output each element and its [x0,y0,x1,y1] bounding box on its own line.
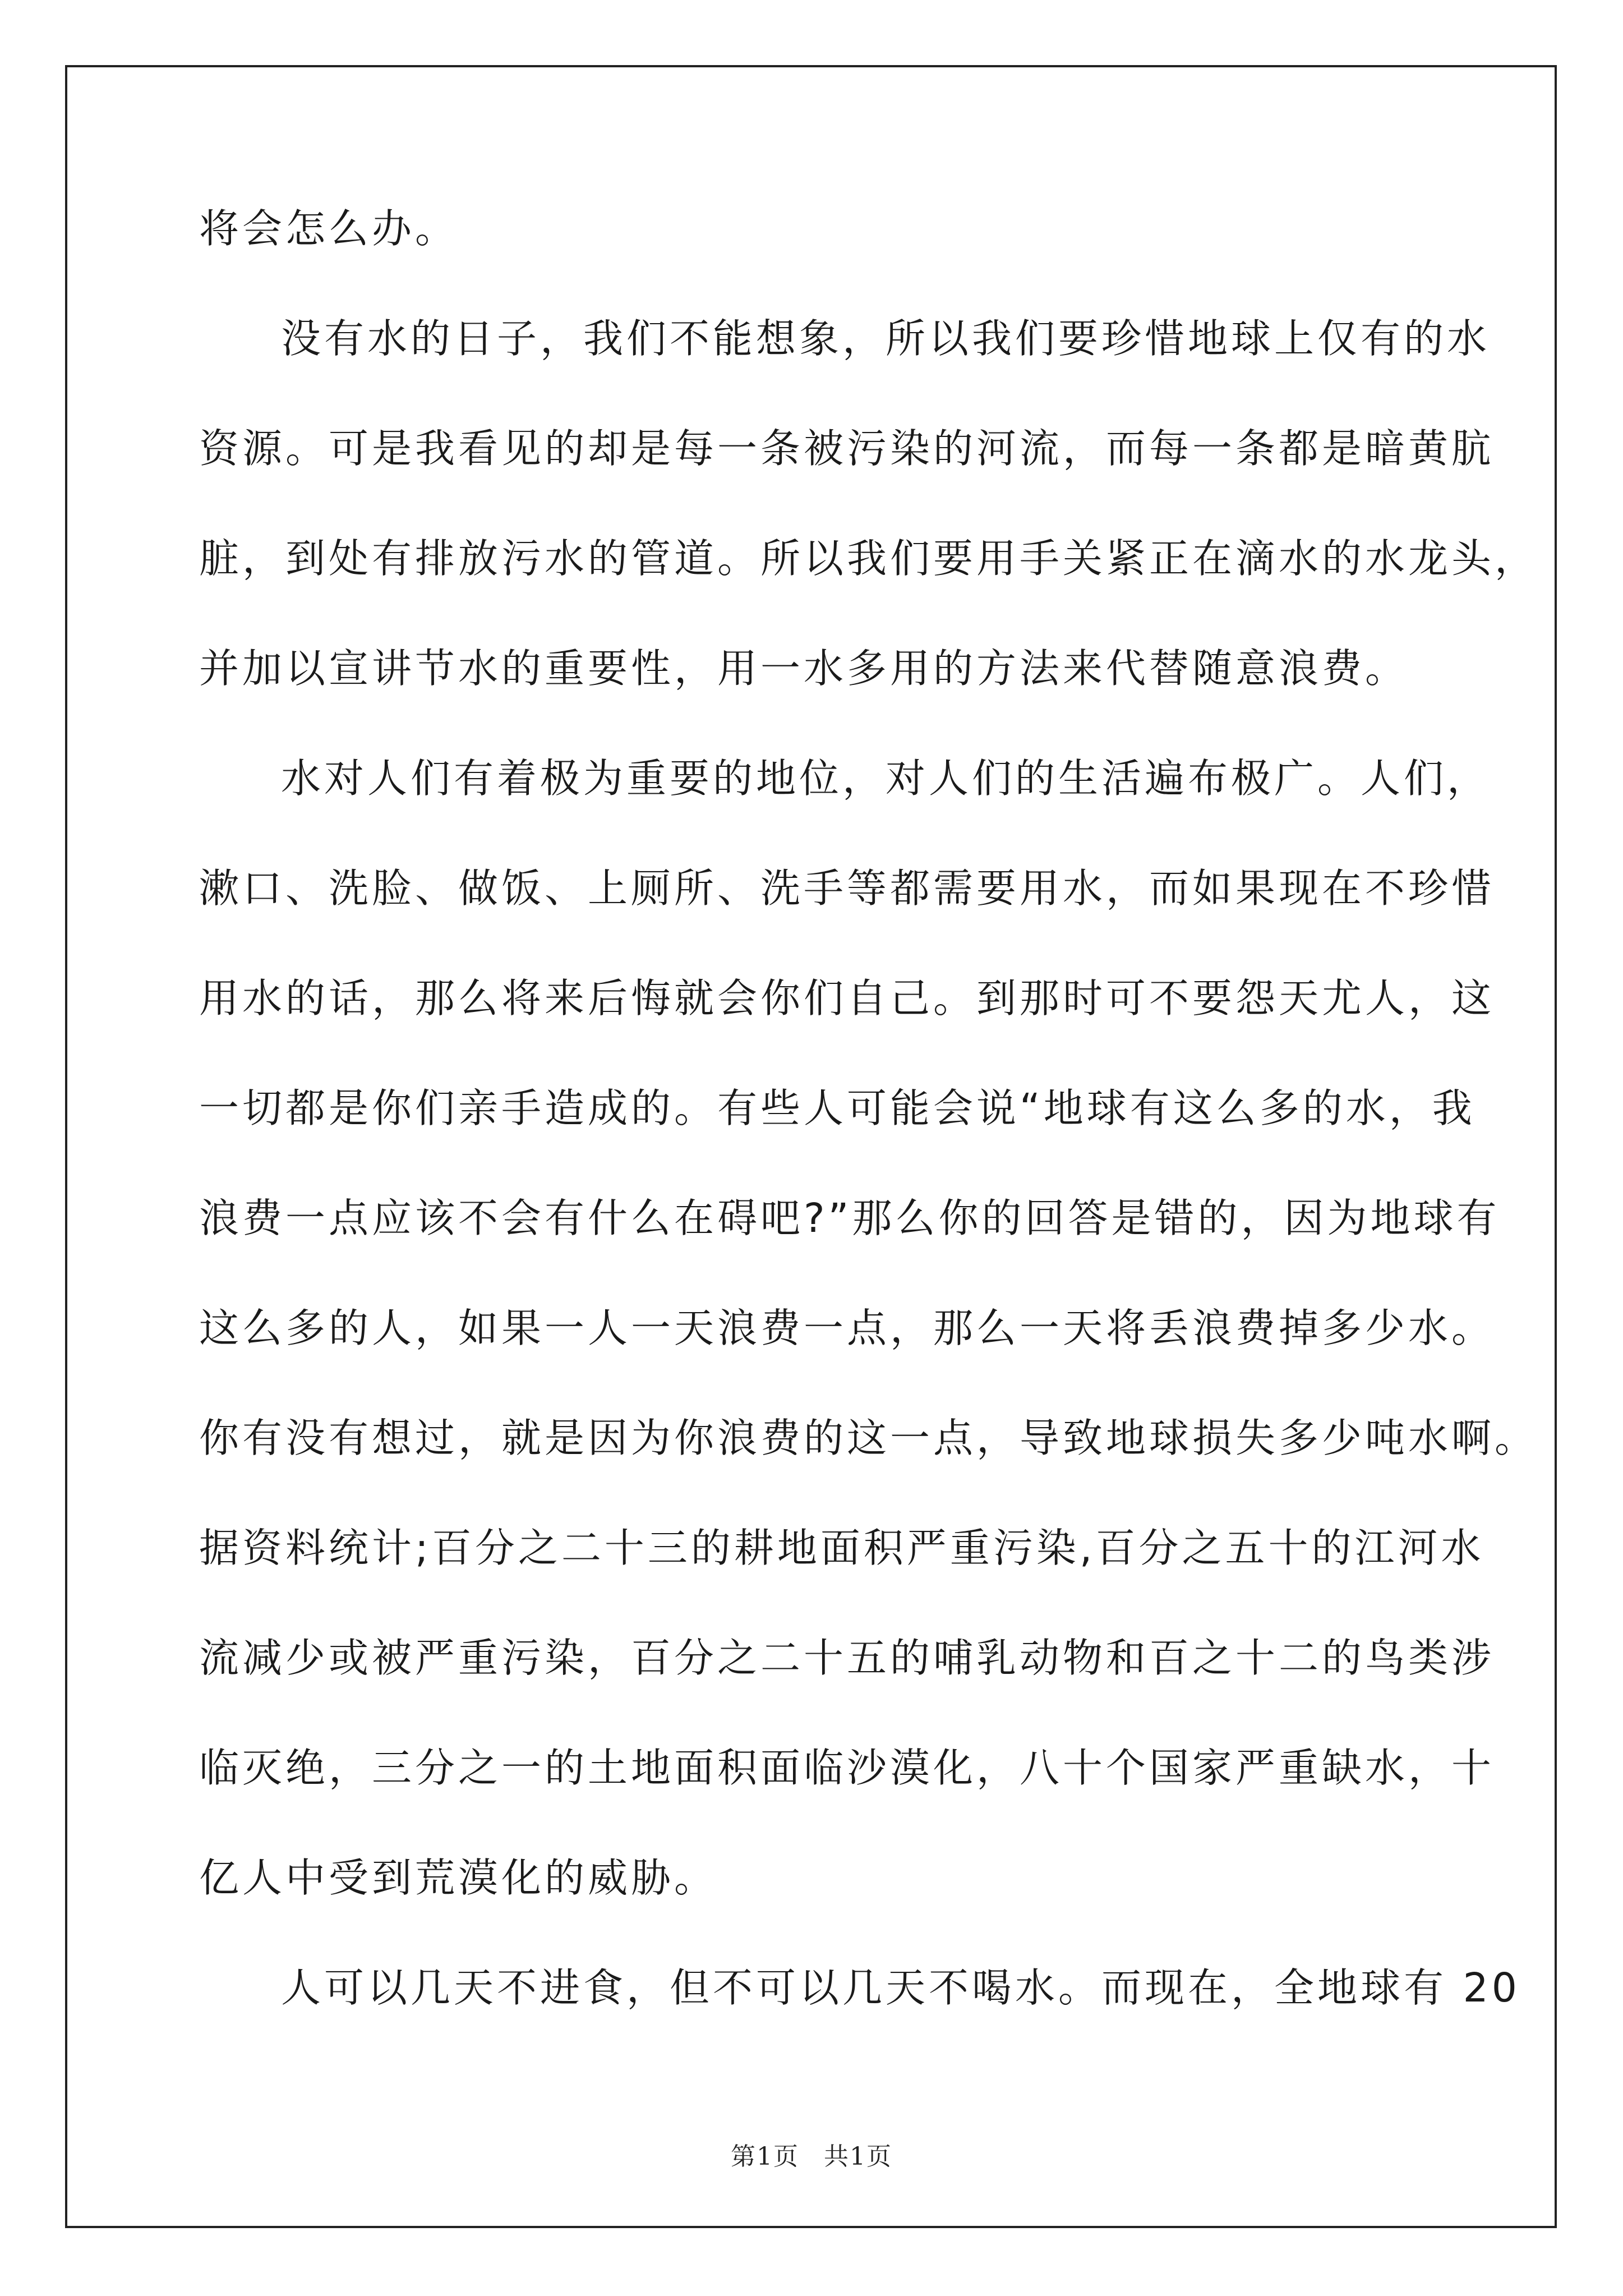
text-line: 没有水的日子，我们不能想象，所以我们要珍惜地球上仅有的水 [281,315,1491,362]
text-line: 一切都是你们亲手造成的。有些人可能会说“地球有这么多的水，我 [199,1085,1476,1131]
text-line: 浪费一点应该不会有什么在碍吧?”那么你的回答是错的，因为地球有 [199,1195,1500,1241]
text-line: 人可以几天不进食，但不可以几天不喝水。而现在，全地球有 20 [281,1964,1520,2011]
text-line: 据资料统计;百分之二十三的耕地面积严重污染,百分之五十的江河水 [199,1525,1484,1571]
text-line: 这么多的人，如果一人一天浪费一点，那么一天将丢浪费掉多少水。 [199,1305,1495,1351]
text-line: 并加以宣讲节水的重要性，用一水多用的方法来代替随意浪费。 [199,645,1409,692]
text-line: 用水的话，那么将来后悔就会你们自己。到那时可不要怨天尤人，这 [199,975,1495,1022]
page-total: 共1页 [824,2142,892,2171]
text-line: 流减少或被严重污染，百分之二十五的哺乳动物和百之十二的鸟类涉 [199,1635,1495,1681]
page-number: 第1页 [731,2142,799,2171]
text-line: 你有没有想过，就是因为你浪费的这一点，导致地球损失多少吨水啊。 [199,1415,1538,1461]
text-line: 资源。可是我看见的却是每一条被污染的河流，而每一条都是暗黄肮 [199,425,1495,472]
text-line: 将会怎么办。 [199,205,459,252]
page-footer [0,2136,1623,2172]
text-line: 水对人们有着极为重要的地位，对人们的生活遍布极广。人们， [281,755,1491,802]
text-line: 漱口、洗脸、做饭、上厕所、洗手等都需要用水，而如果现在不珍惜 [199,865,1495,912]
text-line: 临灭绝，三分之一的土地面积面临沙漠化，八十个国家严重缺水，十 [199,1745,1495,1791]
text-line: 亿人中受到荒漠化的威胁。 [199,1855,718,1901]
text-line: 脏，到处有排放污水的管道。所以我们要用手关紧正在滴水的水龙头， [199,535,1538,582]
